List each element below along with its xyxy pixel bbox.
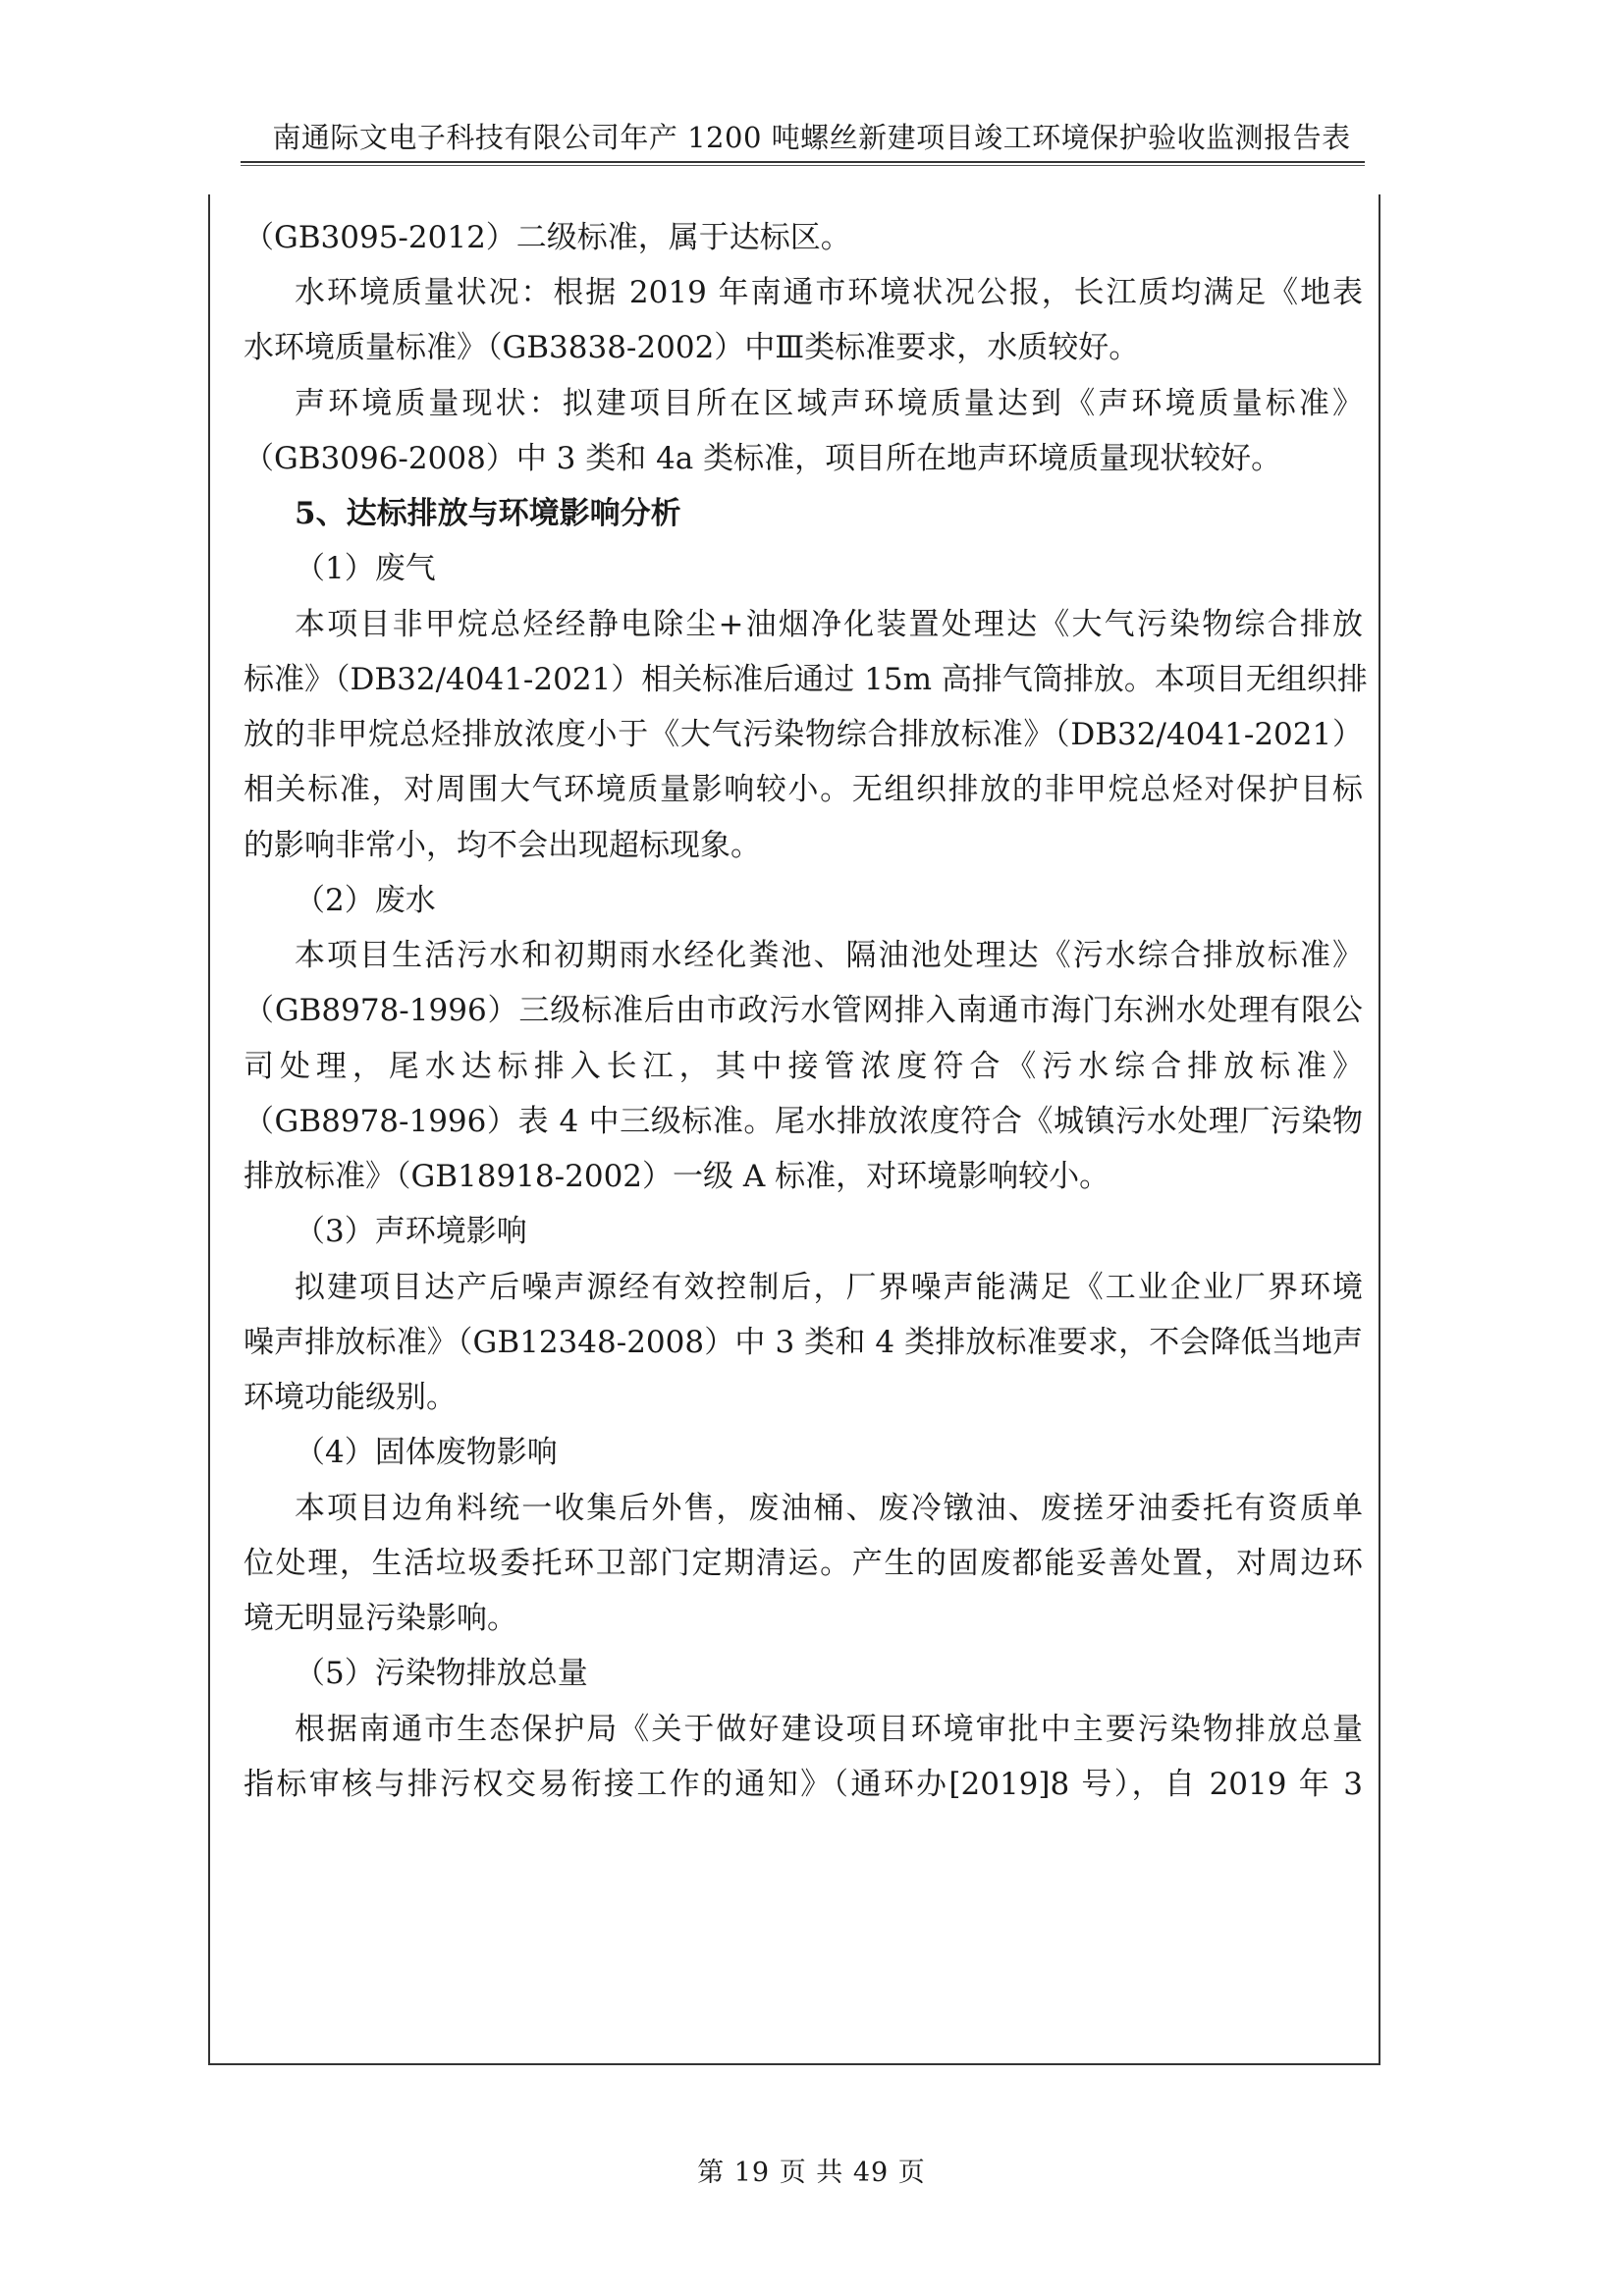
body-line: 环境功能级别。 [243,1380,457,1415]
header-divider-thin [241,165,1365,166]
body-line: 本项目边角料统一收集后外售，废油桶、废冷镦油、废搓牙油委托有资质单 [295,1491,1363,1526]
body-line: 声环境质量现状：拟建项目所在区域声环境质量达到《声环境质量标准》 [295,386,1363,421]
subsection-heading: （5）污染物排放总量 [295,1656,588,1691]
body-line: 境无明显污染影响。 [243,1601,517,1636]
page-number: 第 19 页 共 49 页 [697,2158,926,2188]
body-line: 排放标准》（GB18918-2002）一级 A 标准，对环境影响较小。 [243,1159,1110,1194]
body-line: 标准》（DB32/4041-2021）相关标准后通过 15m 高排气筒排放。本项目无组织排 [243,662,1368,697]
subsection-heading: （1）废气 [295,551,436,586]
body-line: （GB8978-1996）表 4 中三级标准。尾水排放浓度符合《城镇污水处理厂污染物 [243,1104,1363,1139]
body-line: （GB3095-2012）二级标准，属于达标区。 [243,220,851,255]
report-header-title: 南通际文电子科技有限公司年产 1200 吨螺丝新建项目竣工环境保护验收监测报告表 [272,121,1351,154]
body-line: 放的非甲烷总烃排放浓度小于《大气污染物综合排放标准》（DB32/4041-2021） [243,717,1363,752]
header-divider [241,161,1365,163]
body-line: 水环境质量标准》（GB3838-2002）中Ⅲ类标准要求，水质较好。 [243,330,1140,365]
body-line: 本项目生活污水和初期雨水经化粪池、隔油池处理达《污水综合排放标准》 [295,938,1363,973]
body-line: 位处理，生活垃圾委托环卫部门定期清运。产生的固废都能妥善处置，对周边环 [243,1546,1363,1581]
body-line: 噪声排放标准》（GB12348-2008）中 3 类和 4 类排放标准要求，不会降低当地声 [243,1325,1363,1360]
subsection-heading: （3）声环境影响 [295,1214,527,1249]
subsection-heading: （2）废水 [295,883,436,918]
body-line: 相关标准，对周围大气环境质量影响较小。无组织排放的非甲烷总烃对保护目标 [243,772,1363,807]
body-line: 的影响非常小，均不会出现超标现象。 [243,828,761,863]
body-line: 指标审核与排污权交易衔接工作的通知》（通环办[2019]8 号），自 2019 年 3 [243,1767,1363,1802]
body-line: 水环境质量状况：根据 2019 年南通市环境状况公报，长江质均满足《地表 [295,275,1363,310]
body-line: 拟建项目达产后噪声源经有效控制后，厂界噪声能满足《工业企业厂界环境 [295,1270,1363,1305]
body-line: 根据南通市生态保护局《关于做好建设项目环境审批中主要污染物排放总量 [295,1712,1363,1747]
body-line: （GB3096-2008）中 3 类和 4a 类标准，项目所在地声环境质量现状较好。 [243,441,1282,476]
body-line: 司处理，尾水达标排入长江，其中接管浓度符合《污水综合排放标准》 [243,1049,1363,1084]
section-heading: 5、达标排放与环境影响分析 [295,496,681,531]
body-line: （GB8978-1996）三级标准后由市政污水管网排入南通市海门东洲水处理有限公 [243,993,1363,1028]
body-line: 本项目非甲烷总烃经静电除尘+油烟净化装置处理达《大气污染物综合排放 [295,607,1363,642]
subsection-heading: （4）固体废物影响 [295,1435,558,1470]
